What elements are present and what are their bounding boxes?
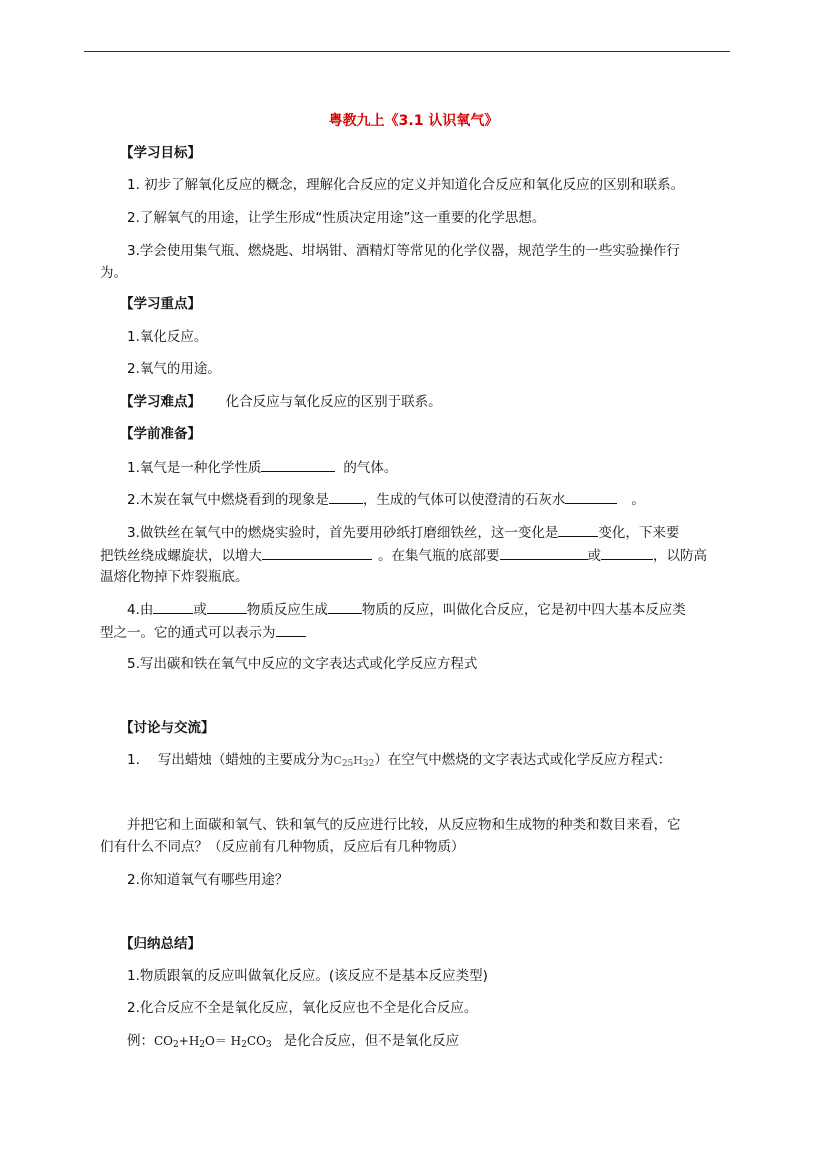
fill-blank[interactable] — [276, 622, 306, 637]
summary-example — [127, 1031, 459, 1055]
example-prefix: 例： — [127, 1033, 154, 1049]
prep-q3-line1 — [127, 522, 679, 543]
prep-q1-text-end: 的气体。 — [343, 460, 398, 476]
prep-q3-text-f: ，以防高 — [653, 548, 707, 564]
prep-q4-line2 — [100, 622, 306, 643]
objective-3-line1: 3.学会使用集气瓶、燃烧匙、坩埚钳、酒精灯等常见的化学仪器，规范学生的一些实验操作行 — [127, 243, 680, 259]
summary-heading: 【归纳总结】 — [120, 936, 201, 952]
prep-q3-text-c: 把铁丝绕成螺旋状，以增大 — [100, 548, 262, 564]
prep-q3-text: 3.做铁丝在氧气中的燃烧实验时，首先要用砂纸打磨细铁丝，这一变化是 — [127, 525, 559, 541]
objective-2: 2.了解氧气的用途，让学生形成“性质决定用途”这一重要的化学思想。 — [127, 210, 546, 226]
discussion-q1-text-end: ）在空气中燃烧的文字表达式或化学反应方程式： — [374, 752, 672, 768]
prep-q3-line3: 温熔化物掉下炸裂瓶底。 — [100, 569, 249, 585]
fill-blank[interactable] — [601, 545, 653, 560]
fill-blank[interactable] — [329, 489, 363, 504]
discussion-q1-compare-line1: 并把它和上面碳和氧气、铁和氧气的反应进行比较，从反应物和生成物的种类和数目来看，它 — [127, 817, 681, 833]
difficulty-heading: 【学习难点】 — [120, 394, 201, 410]
header-rule — [84, 51, 730, 52]
prep-q4-text-d: 物质的反应，叫做化合反应，它是初中四大基本反应类 — [361, 602, 686, 618]
candle-formula: $C_{25}H_{32}$ — [333, 754, 375, 769]
prep-q2-text-mid: ，生成的气体可以使澄清的石灰水 — [362, 492, 566, 508]
objectives-heading: 【学习目标】 — [120, 145, 201, 161]
prep-q5: 5.写出碳和铁在氧气中反应的文字表达式或化学反应方程式 — [127, 656, 478, 672]
prep-q3-text-mid: 变化，下来要 — [598, 525, 680, 541]
example-equation: $CO_2+H_2O= H_2CO_3$ — [154, 1034, 272, 1050]
fill-blank[interactable] — [261, 457, 335, 472]
fill-blank[interactable] — [153, 599, 193, 614]
objective-3-line2: 为。 — [100, 265, 127, 281]
fill-blank[interactable] — [207, 599, 247, 614]
fill-blank[interactable] — [565, 489, 617, 504]
discussion-q2: 2.你知道氧气有哪些用途？ — [127, 872, 289, 888]
prep-heading: 【学前准备】 — [120, 426, 201, 442]
prep-q3-text-e: 或 — [587, 548, 601, 564]
prep-q4-text-a: 4.由 — [127, 602, 154, 618]
focus-1: 1.氧化反应。 — [127, 329, 208, 345]
prep-q1-text: 1.氧气是一种化学性质 — [127, 460, 262, 476]
discussion-q1-number: 1. — [127, 752, 140, 768]
discussion-q1-text: 写出蜡烛（蜡烛的主要成分为 — [157, 752, 334, 768]
summary-2: 2.化合反应不全是氧化反应，氧化反应也不全是化合反应。 — [127, 1000, 478, 1016]
objective-1: 1. 初步了解氧化反应的概念，理解化合反应的定义并知道化合反应和氧化反应的区别和联系。 — [127, 177, 685, 193]
fill-blank[interactable] — [262, 545, 372, 560]
prep-q4-line1 — [127, 599, 686, 620]
fill-blank[interactable] — [328, 599, 362, 614]
summary-1: 1.物质跟氧的反应叫做氧化反应。(该反应不是基本反应类型) — [127, 968, 488, 984]
fill-blank[interactable] — [558, 522, 598, 537]
prep-q4-text-e: 型之一。它的通式可以表示为 — [100, 625, 276, 641]
page-title: 粤教九上《3.1 认识氧气》 — [328, 113, 499, 129]
prep-q2-text: 2.木炭在氧气中燃烧看到的现象是 — [127, 492, 329, 508]
discussion-heading: 【讨论与交流】 — [120, 720, 215, 736]
discussion-q1 — [127, 750, 671, 774]
prep-q2-text-end: 。 — [631, 492, 645, 508]
focus-heading: 【学习重点】 — [120, 296, 201, 312]
example-text: 是化合反应，但不是氧化反应 — [283, 1033, 460, 1049]
prep-q1 — [127, 457, 397, 478]
difficulty-text: 化合反应与氧化反应的区别于联系。 — [225, 394, 442, 410]
fill-blank[interactable] — [500, 545, 588, 560]
discussion-q1-compare-line2: 们有什么不同点？（反应前有几种物质，反应后有几种物质） — [100, 839, 465, 855]
difficulty-row — [120, 392, 442, 412]
prep-q2 — [127, 489, 645, 510]
focus-2: 2.氧气的用途。 — [127, 361, 221, 377]
prep-q3-line2 — [100, 545, 707, 566]
prep-q4-text-c: 物质反应生成 — [246, 602, 328, 618]
prep-q3-text-d: 。在集气瓶的底部要 — [378, 548, 500, 564]
prep-q4-text-b: 或 — [193, 602, 207, 618]
